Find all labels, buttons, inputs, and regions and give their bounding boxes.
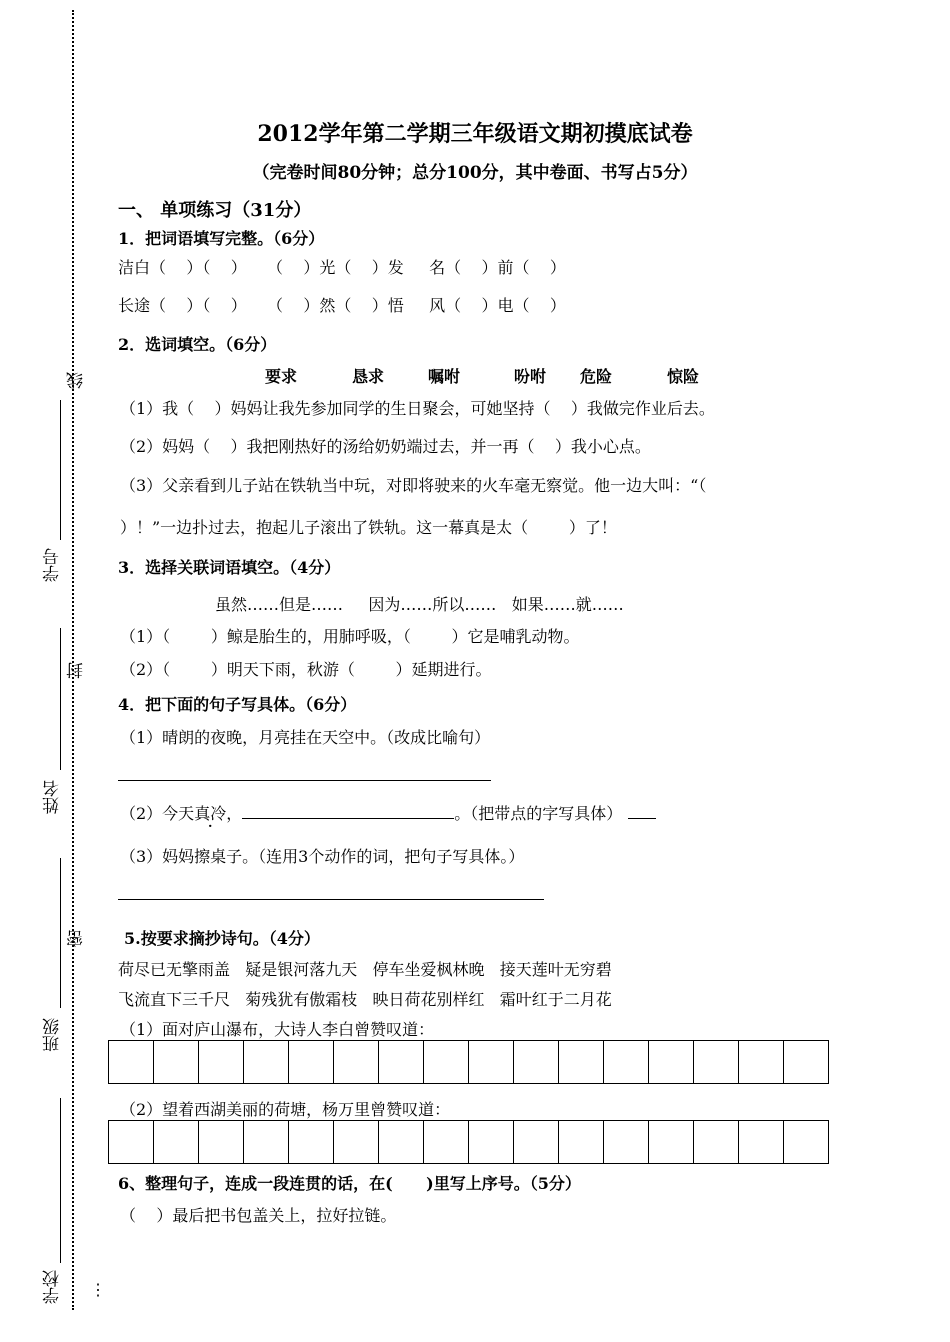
grid-cell[interactable] <box>424 1040 469 1084</box>
word-option: 恳求 <box>352 367 385 386</box>
q2-sentence2[interactable]: （2）妈妈（ ）我把刚热好的汤给奶奶端过去，并一再（ ）我小心点。 <box>120 437 651 456</box>
q5-sentence2: （2）望着西湖美丽的荷塘，杨万里曾赞叹道： <box>120 1100 451 1119</box>
q4-sentence3: （3）妈妈擦桌子。（连用3个动作的词，把句子写具体。） <box>120 847 525 866</box>
school-label: 学校 <box>43 1270 63 1304</box>
grid-cell[interactable] <box>649 1120 694 1164</box>
exam-title: 2012学年第二学期三年级语文期初摸底试卷 <box>257 121 693 147</box>
q3-sentence1[interactable]: （1）（ ）鲸是胎生的，用肺呼吸，（ ）它是哺乳动物。 <box>120 627 580 646</box>
grid-cell[interactable] <box>559 1120 604 1164</box>
q5-poem-line1: 荷尽已无擎雨盖 疑是银河落九天 停车坐爱枫林晚 接天莲叶无穷碧 <box>118 960 612 979</box>
grid-cell[interactable] <box>559 1040 604 1084</box>
grid-cell[interactable] <box>334 1120 379 1164</box>
q2-sentence3b[interactable]: ）！”一边扑过去，抱起儿子滚出了铁轨。这一幕真是太（ ）了！ <box>120 518 617 537</box>
q4-s2-pre: （2）今天 <box>120 804 195 823</box>
q4-answer-line-3[interactable] <box>118 899 544 900</box>
name-label: 姓名 <box>43 780 63 814</box>
grid-cell[interactable] <box>784 1040 829 1084</box>
word-option: 惊险 <box>667 367 700 386</box>
q1-row2[interactable]: 长途（ ）（ ） （ ）然（ ）悟 风（ ）电（ ） <box>118 296 566 315</box>
class-label: 班级 <box>43 1018 63 1052</box>
grid-cell[interactable] <box>379 1040 424 1084</box>
q3-options: 虽然……但是…… 因为……所以…… 如果……就…… <box>215 595 624 614</box>
q5-answer-grid-2[interactable] <box>108 1120 829 1164</box>
grid-cell[interactable] <box>514 1120 559 1164</box>
q5-heading: 5.按要求摘抄诗句。（4分） <box>124 929 320 948</box>
grid-cell[interactable] <box>424 1120 469 1164</box>
student-no-line[interactable] <box>60 400 61 540</box>
q2-sentence1[interactable]: （1）我（ ）妈妈让我先参加同学的生日聚会，可她坚持（ ）我做完作业后去。 <box>120 399 715 418</box>
grid-cell[interactable] <box>244 1120 289 1164</box>
grid-cell[interactable] <box>154 1040 199 1084</box>
grid-cell[interactable] <box>244 1040 289 1084</box>
q4-answer-blank-2[interactable] <box>628 804 656 819</box>
q4-s2-mid: ， <box>226 804 243 823</box>
grid-cell[interactable] <box>199 1040 244 1084</box>
word-option: 嘱咐 <box>428 367 461 386</box>
grid-cell[interactable] <box>649 1040 694 1084</box>
school-line[interactable] <box>60 1098 61 1263</box>
name-line[interactable] <box>60 628 61 770</box>
grid-cell[interactable] <box>694 1040 739 1084</box>
q3-heading: 3．选择关联词语填空。（4分） <box>118 558 341 577</box>
q2-sentence3a[interactable]: （3）父亲看到儿子站在铁轨当中玩，对即将驶来的火车毫无察觉。他一边大叫：“（ <box>120 476 707 495</box>
q4-s2-dotted-word: 真冷 <box>194 804 227 823</box>
q3-sentence2[interactable]: （2）（ ）明天下雨，秋游（ ）延期进行。 <box>120 660 492 679</box>
grid-cell[interactable] <box>154 1120 199 1164</box>
grid-cell[interactable] <box>289 1040 334 1084</box>
binding-dots-bottom: ⋮ <box>90 1280 106 1299</box>
grid-cell[interactable] <box>739 1040 784 1084</box>
grid-cell[interactable] <box>379 1120 424 1164</box>
q6-sentence1[interactable]: （ ）最后把书包盖关上，拉好拉链。 <box>120 1206 397 1225</box>
q4-s2-post: 。（把带点的字写具体） <box>454 804 623 823</box>
q6-heading: 6、整理句子，连成一段连贯的话，在( )里写上序号。（5分） <box>118 1174 581 1193</box>
q1-heading: 1．把词语填写完整。（6分） <box>118 229 325 248</box>
q1-row1[interactable]: 洁白（ ）（ ） （ ）光（ ）发 名（ ）前（ ） <box>118 258 566 277</box>
binding-line-char: 线 <box>67 372 87 389</box>
grid-cell[interactable] <box>199 1120 244 1164</box>
binding-dotted-line <box>72 10 74 1310</box>
word-option: 要求 <box>265 367 298 386</box>
q4-sentence1: （1）晴朗的夜晚，月亮挂在天空中。（改成比喻句） <box>120 728 491 747</box>
q4-sentence2 <box>120 801 656 824</box>
q2-heading: 2．选词填空。（6分） <box>118 335 277 354</box>
q4-heading: 4．把下面的句子写具体。（6分） <box>118 695 357 714</box>
word-option: 危险 <box>580 367 613 386</box>
section1-heading: 一、 单项练习（31分） <box>118 200 312 221</box>
grid-cell[interactable] <box>469 1120 514 1164</box>
binding-secret-char: 密 <box>67 930 87 947</box>
grid-cell[interactable] <box>604 1120 649 1164</box>
grid-cell[interactable] <box>784 1120 829 1164</box>
grid-cell[interactable] <box>739 1120 784 1164</box>
grid-cell[interactable] <box>694 1120 739 1164</box>
exam-subtitle: （完卷时间80分钟；总分100分，其中卷面、书写占5分） <box>252 163 698 183</box>
q4-answer-blank[interactable] <box>242 804 454 819</box>
q5-sentence1: （1）面对庐山瀑布，大诗人李白曾赞叹道： <box>120 1020 435 1039</box>
student-no-label: 学号 <box>43 548 63 582</box>
q4-answer-line-1[interactable] <box>118 780 491 781</box>
grid-cell[interactable] <box>334 1040 379 1084</box>
class-line[interactable] <box>60 858 61 1008</box>
grid-cell[interactable] <box>604 1040 649 1084</box>
grid-cell[interactable] <box>109 1120 154 1164</box>
binding-seal-char: 封 <box>67 662 87 679</box>
grid-cell[interactable] <box>469 1040 514 1084</box>
grid-cell[interactable] <box>289 1120 334 1164</box>
q5-poem-line2: 飞流直下三千尺 菊残犹有傲霜枝 映日荷花别样红 霜叶红于二月花 <box>118 990 612 1009</box>
word-option: 吩咐 <box>514 367 547 386</box>
grid-cell[interactable] <box>514 1040 559 1084</box>
q5-answer-grid-1[interactable] <box>108 1040 829 1084</box>
grid-cell[interactable] <box>109 1040 154 1084</box>
